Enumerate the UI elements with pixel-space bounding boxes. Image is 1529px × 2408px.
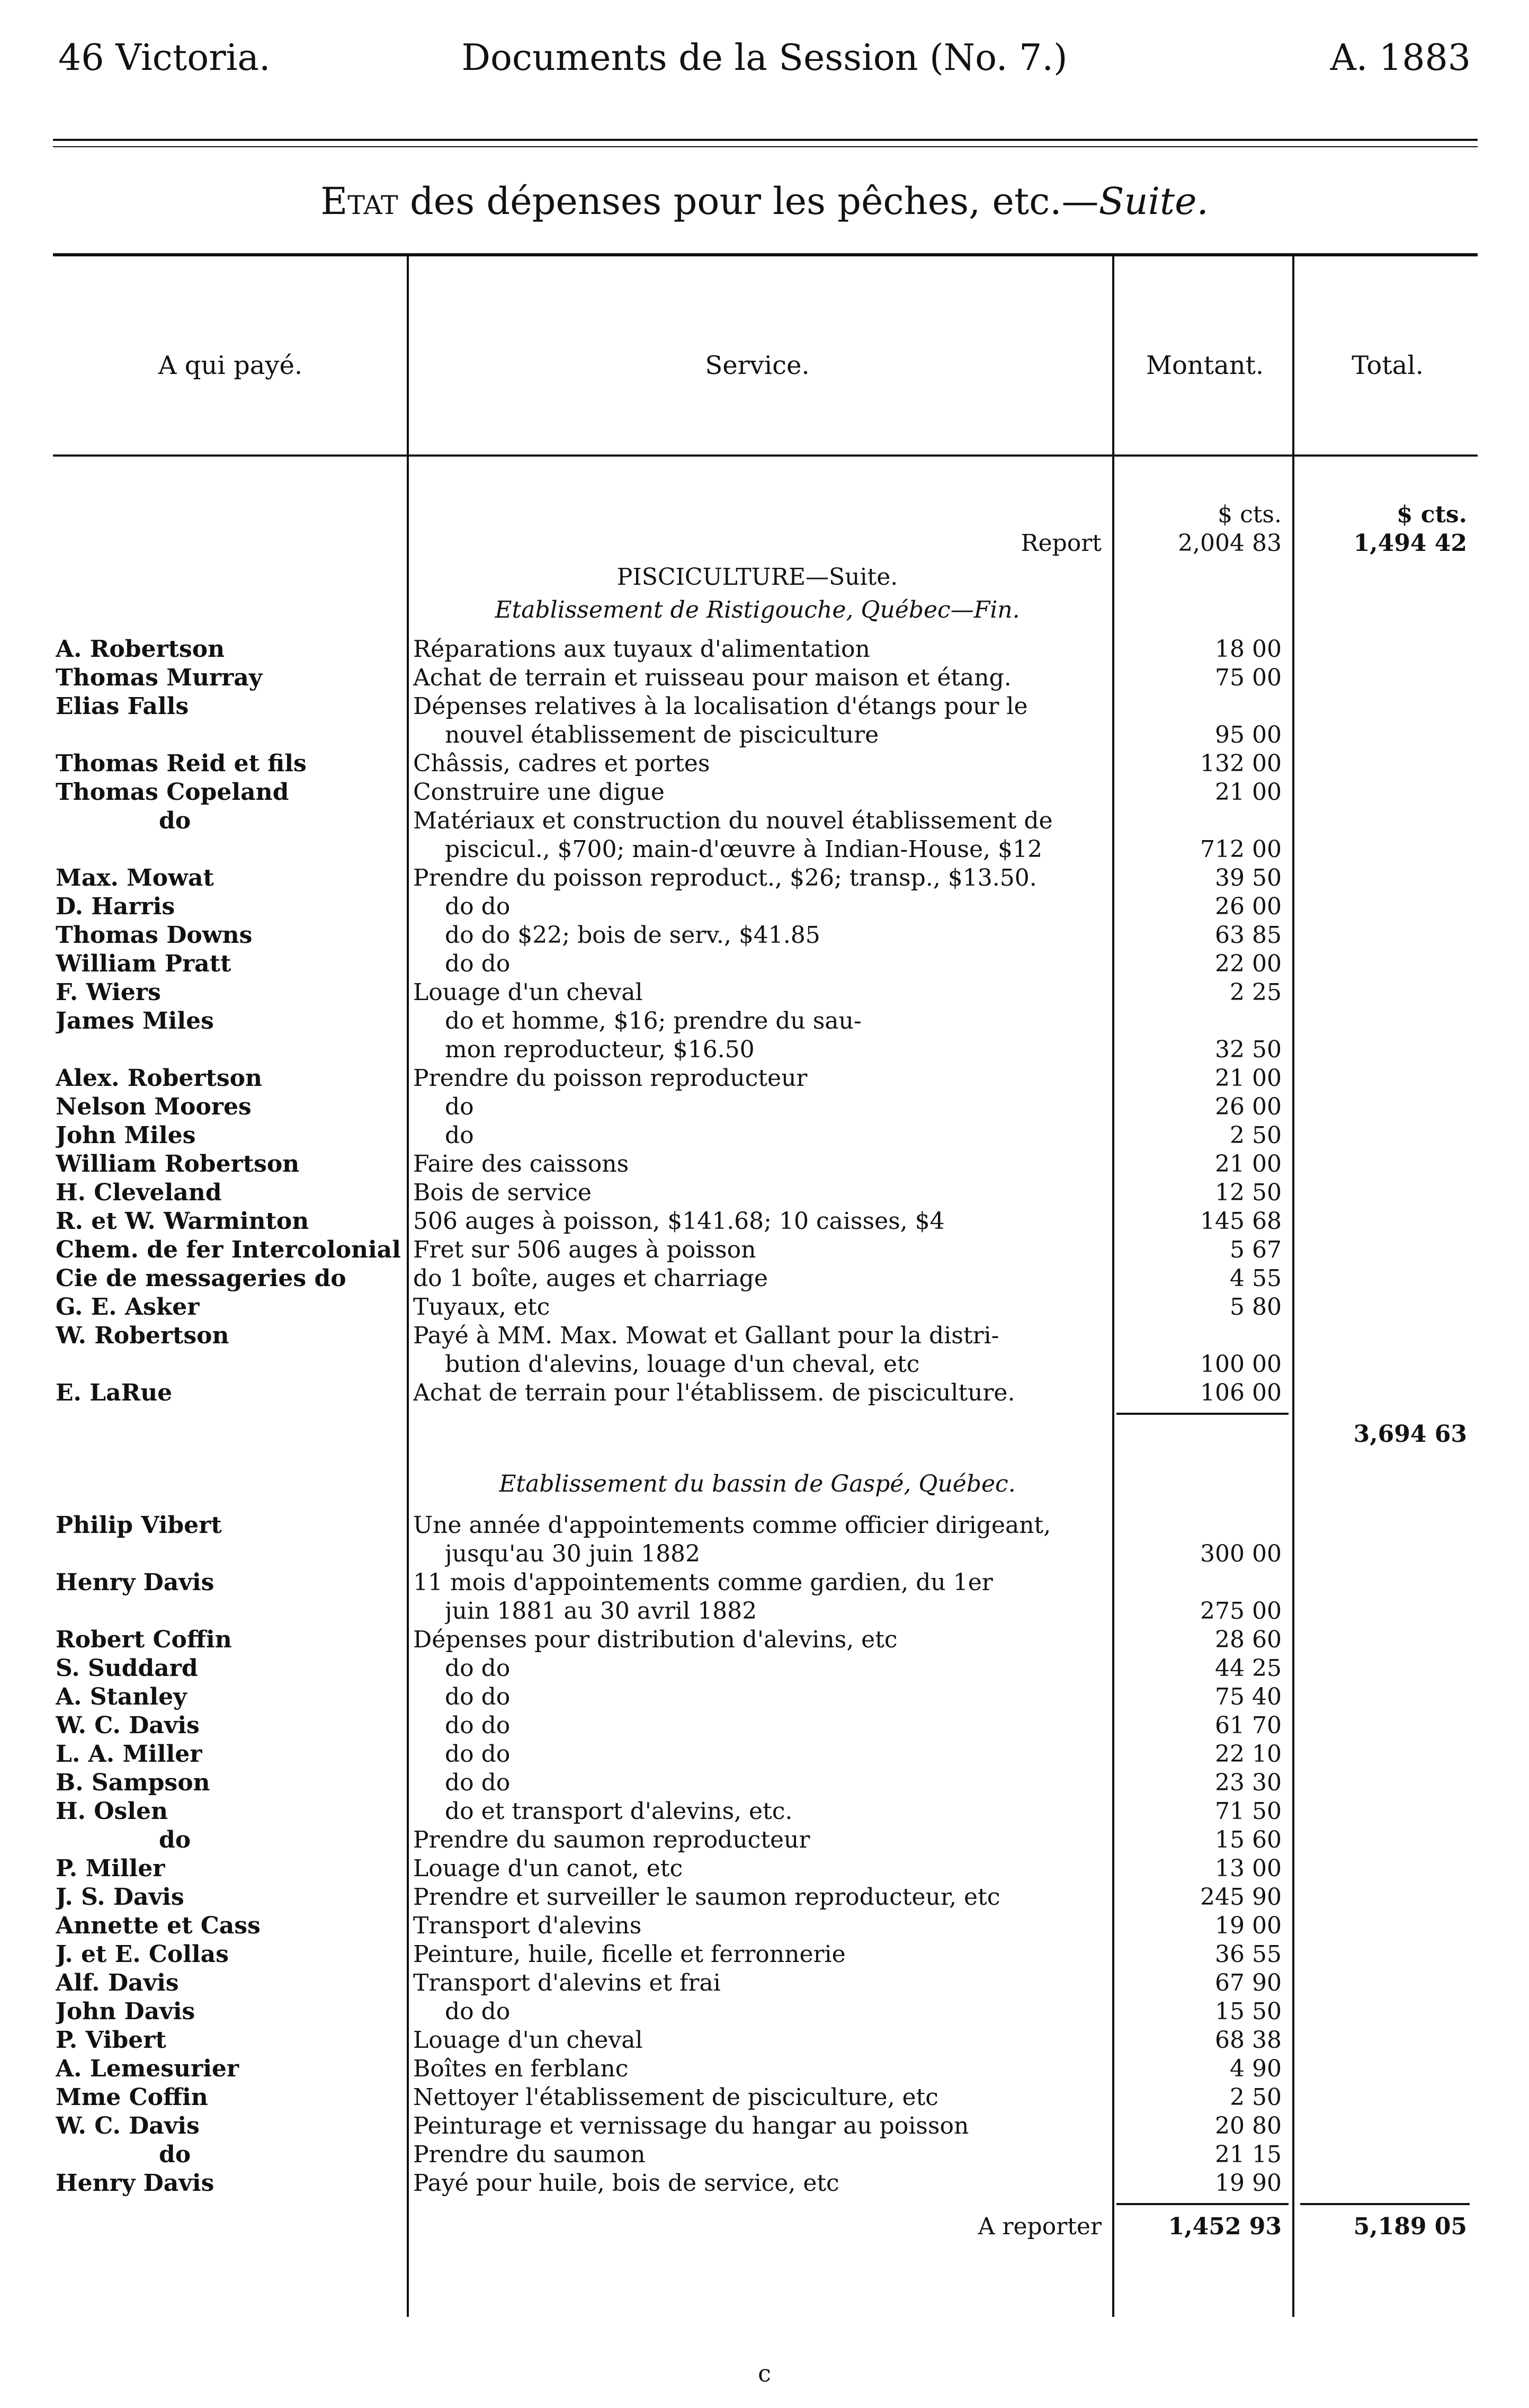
header-rule-thin [53,146,1478,147]
section-heading: PISCICULTURE—Suite. [616,564,898,591]
report-total: 1,494 42 [1353,530,1467,557]
column-header-payee: A qui payé. [158,351,303,380]
service-description: do do [445,1712,511,1739]
amount-value: 36 55 [1215,1941,1282,1968]
service-description: Tuyaux, etc [413,1294,550,1321]
service-description: Châssis, cadres et portes [413,750,710,777]
table-top-rule [53,253,1478,256]
service-description: do [445,1122,474,1149]
amount-value: 145 68 [1200,1208,1282,1235]
subtotal-rule [1116,1413,1289,1415]
amount-value: 4 90 [1230,2055,1282,2082]
service-description: Nettoyer l'établissement de pisciculture, etc [413,2084,938,2111]
amount-value: 71 50 [1215,1798,1282,1825]
amount-value: 22 10 [1215,1741,1282,1768]
amount-value: 75 00 [1215,664,1282,691]
payee-name: S. Suddard [56,1655,198,1682]
amount-value: 2 25 [1230,979,1282,1006]
payee-name: P. Vibert [56,2027,166,2054]
payee-name: H. Oslen [56,1798,168,1825]
carry-total-rule [1300,2203,1470,2205]
column-header-rule [53,454,1478,457]
service-description: Dépenses relatives à la localisation d'étangs pour le [413,693,1028,720]
payee-name: Alf. Davis [56,1969,179,1996]
payee-name: R. et W. Warminton [56,1208,309,1235]
payee-name: A. Lemesurier [56,2055,239,2082]
payee-name: Robert Coffin [56,1626,232,1653]
service-description: Dépenses pour distribution d'alevins, etc [413,1626,898,1653]
payee-name: John Davis [56,1998,195,2025]
payee-name: D. Harris [56,893,175,920]
column-divider-amount [1292,256,1294,2317]
section1-heading: Etablissement de Ristigouche, Québec—Fin. [495,596,1020,623]
report-label: Report [1021,530,1102,557]
amount-value: 13 00 [1215,1855,1282,1882]
payee-name: A. Stanley [56,1683,187,1710]
payee-name: do [159,2141,191,2168]
amount-value: 132 00 [1200,750,1282,777]
service-description: Louage d'un cheval [413,2027,643,2054]
amount-value: 5 67 [1230,1236,1282,1263]
payee-name: Alex. Robertson [56,1065,263,1092]
service-description: Matériaux et construction du nouvel établissement de [413,807,1053,834]
amount-value: 28 60 [1215,1626,1282,1653]
service-description: do do [445,1683,511,1710]
page-number: c [758,2360,771,2387]
amount-value: 75 40 [1215,1683,1282,1710]
amount-value: 2 50 [1230,1122,1282,1149]
amount-value: 61 70 [1215,1712,1282,1739]
service-description: nouvel établissement de pisciculture [445,721,879,748]
amount-value: 26 00 [1215,893,1282,920]
amount-value: 68 38 [1215,2027,1282,2054]
payee-name: Philip Vibert [56,1512,222,1539]
payee-name: Mme Coffin [56,2084,208,2111]
payee-name: Thomas Copeland [56,779,289,806]
amount-value: 67 90 [1215,1969,1282,1996]
amount-value: 32 50 [1215,1036,1282,1063]
amount-value: 20 80 [1215,2112,1282,2139]
payee-name: H. Cleveland [56,1179,222,1206]
payee-name: James Miles [56,1007,214,1034]
service-description: Une année d'appointements comme officier dirigeant, [413,1512,1051,1539]
service-description: piscicul., $700; main-d'œuvre à Indian-House, $12 [445,836,1042,863]
service-description: Fret sur 506 auges à poisson [413,1236,756,1263]
payee-name: P. Miller [56,1855,165,1882]
column-divider-payee [407,256,409,2317]
service-description: Prendre du saumon reproducteur [413,1826,810,1853]
service-description: Bois de service [413,1179,592,1206]
amount-value: 23 30 [1215,1769,1282,1796]
service-description: Payé à MM. Max. Mowat et Gallant pour la distri- [413,1322,999,1349]
service-description: Faire des caissons [413,1151,629,1178]
amount-value: 4 55 [1230,1265,1282,1292]
service-description: mon reproducteur, $16.50 [445,1036,755,1063]
amount-value: 5 80 [1230,1294,1282,1321]
section2-heading: Etablissement du bassin de Gaspé, Québec. [499,1470,1016,1497]
service-description: Prendre du poisson reproduct., $26; transp., $13.50. [413,864,1037,891]
service-description: Transport d'alevins [413,1912,642,1939]
service-description: Prendre et surveiller le saumon reproducteur, etc [413,1884,1000,1911]
service-description: Prendre du saumon [413,2141,646,2168]
carry-label: A reporter [978,2213,1102,2240]
payee-name: W. C. Davis [56,2112,200,2139]
service-description: do do [445,1998,511,2025]
service-description: Payé pour huile, bois de service, etc [413,2170,839,2197]
header-left: 46 Victoria. [58,37,271,79]
amount-value: 15 50 [1215,1998,1282,2025]
service-description: do do [445,950,511,977]
payee-name: G. E. Asker [56,1294,200,1321]
amount-value: 300 00 [1200,1540,1282,1567]
amount-value: 21 00 [1215,1151,1282,1178]
title-suffix: Suite. [1098,180,1209,223]
section1-total: 3,694 63 [1353,1421,1467,1448]
service-description: bution d'alevins, louage d'un cheval, etc [445,1351,920,1378]
amount-value: 44 25 [1215,1655,1282,1682]
amount-value: 712 00 [1200,836,1282,863]
payee-name: Henry Davis [56,1569,214,1596]
report-amount: 2,004 83 [1178,530,1282,557]
payee-name: do [159,807,191,834]
payee-name: W. Robertson [56,1322,229,1349]
service-description: Prendre du poisson reproducteur [413,1065,808,1092]
service-description: do do [445,1769,511,1796]
payee-name: Thomas Murray [56,664,263,691]
service-description: 506 auges à poisson, $141.68; 10 caisses, $4 [413,1208,945,1235]
column-divider-service [1112,256,1114,2317]
carry-total: 5,189 05 [1353,2213,1467,2240]
payee-name: W. C. Davis [56,1712,200,1739]
payee-name: L. A. Miller [56,1741,202,1768]
amount-value: 12 50 [1215,1179,1282,1206]
column-header-amount: Montant. [1146,351,1264,380]
amount-value: 63 85 [1215,922,1282,949]
amount-value: 22 00 [1215,950,1282,977]
service-description: Achat de terrain et ruisseau pour maison et étang. [413,664,1012,691]
payee-name: do [159,1826,191,1853]
payee-name: Chem. de fer Intercolonial [56,1236,401,1263]
page-title [0,177,1529,225]
service-description: do do [445,1741,511,1768]
payee-name: John Miles [56,1122,196,1149]
amount-value: 19 90 [1215,2170,1282,2197]
amount-value: 18 00 [1215,636,1282,663]
amount-value: 2 50 [1230,2084,1282,2111]
amount-value: 19 00 [1215,1912,1282,1939]
payee-name: Max. Mowat [56,864,214,891]
service-description: do [445,1093,474,1120]
service-description: do et transport d'alevins, etc. [445,1798,793,1825]
column-header-total: Total. [1352,351,1424,380]
header-right: A. 1883 [1330,37,1471,79]
header-rule-top [53,139,1478,141]
service-description: Peinture, huile, ficelle et ferronnerie [413,1941,846,1968]
service-description: 11 mois d'appointements comme gardien, du 1er [413,1569,993,1596]
title-main: des dépenses pour les pêches, etc.— [398,180,1099,223]
payee-name: A. Robertson [56,636,225,663]
service-description: Réparations aux tuyaux d'alimentation [413,636,870,663]
title-prefix: Etat [320,180,398,223]
amount-value: 275 00 [1200,1598,1282,1625]
service-description: do 1 boîte, auges et charriage [413,1265,768,1292]
service-description: Boîtes en ferblanc [413,2055,629,2082]
amount-value: 106 00 [1200,1379,1282,1406]
payee-name: William Pratt [56,950,231,977]
amount-value: 245 90 [1200,1884,1282,1911]
header-center: Documents de la Session (No. 7.) [461,37,1068,79]
column-header-service: Service. [705,351,810,380]
payee-name: Thomas Reid et fils [56,750,307,777]
amount-value: 100 00 [1200,1351,1282,1378]
payee-name: B. Sampson [56,1769,210,1796]
amount-value: 39 50 [1215,864,1282,891]
amount-value: 26 00 [1215,1093,1282,1120]
service-description: do do [445,1655,511,1682]
service-description: do do $22; bois de serv., $41.85 [445,922,820,949]
amount-value: 95 00 [1215,721,1282,748]
service-description: Construire une digue [413,779,665,806]
service-description: Louage d'un canot, etc [413,1855,683,1882]
service-description: Achat de terrain pour l'établissem. de pisciculture. [413,1379,1015,1406]
carry-amount: 1,452 93 [1168,2213,1282,2240]
service-description: do et homme, $16; prendre du sau- [445,1007,862,1034]
carry-amount-rule [1116,2203,1289,2205]
service-description: juin 1881 au 30 avril 1882 [445,1598,757,1625]
payee-name: J. et E. Collas [56,1941,229,1968]
units-amount: $ cts. [1218,501,1282,528]
service-description: Transport d'alevins et frai [413,1969,721,1996]
amount-value: 21 00 [1215,779,1282,806]
service-description: jusqu'au 30 juin 1882 [445,1540,701,1567]
payee-name: Henry Davis [56,2170,214,2197]
payee-name: J. S. Davis [56,1884,184,1911]
payee-name: Nelson Moores [56,1093,252,1120]
payee-name: Thomas Downs [56,922,253,949]
payee-name: Annette et Cass [56,1912,261,1939]
amount-value: 15 60 [1215,1826,1282,1853]
payee-name: Elias Falls [56,693,189,720]
payee-name: F. Wiers [56,979,161,1006]
service-description: do do [445,893,511,920]
service-description: Peinturage et vernissage du hangar au poisson [413,2112,969,2139]
amount-value: 21 00 [1215,1065,1282,1092]
units-total: $ cts. [1396,501,1467,528]
amount-value: 21 15 [1215,2141,1282,2168]
service-description: Louage d'un cheval [413,979,643,1006]
payee-name: Cie de messageries do [56,1265,346,1292]
payee-name: William Robertson [56,1151,300,1178]
payee-name: E. LaRue [56,1379,173,1406]
